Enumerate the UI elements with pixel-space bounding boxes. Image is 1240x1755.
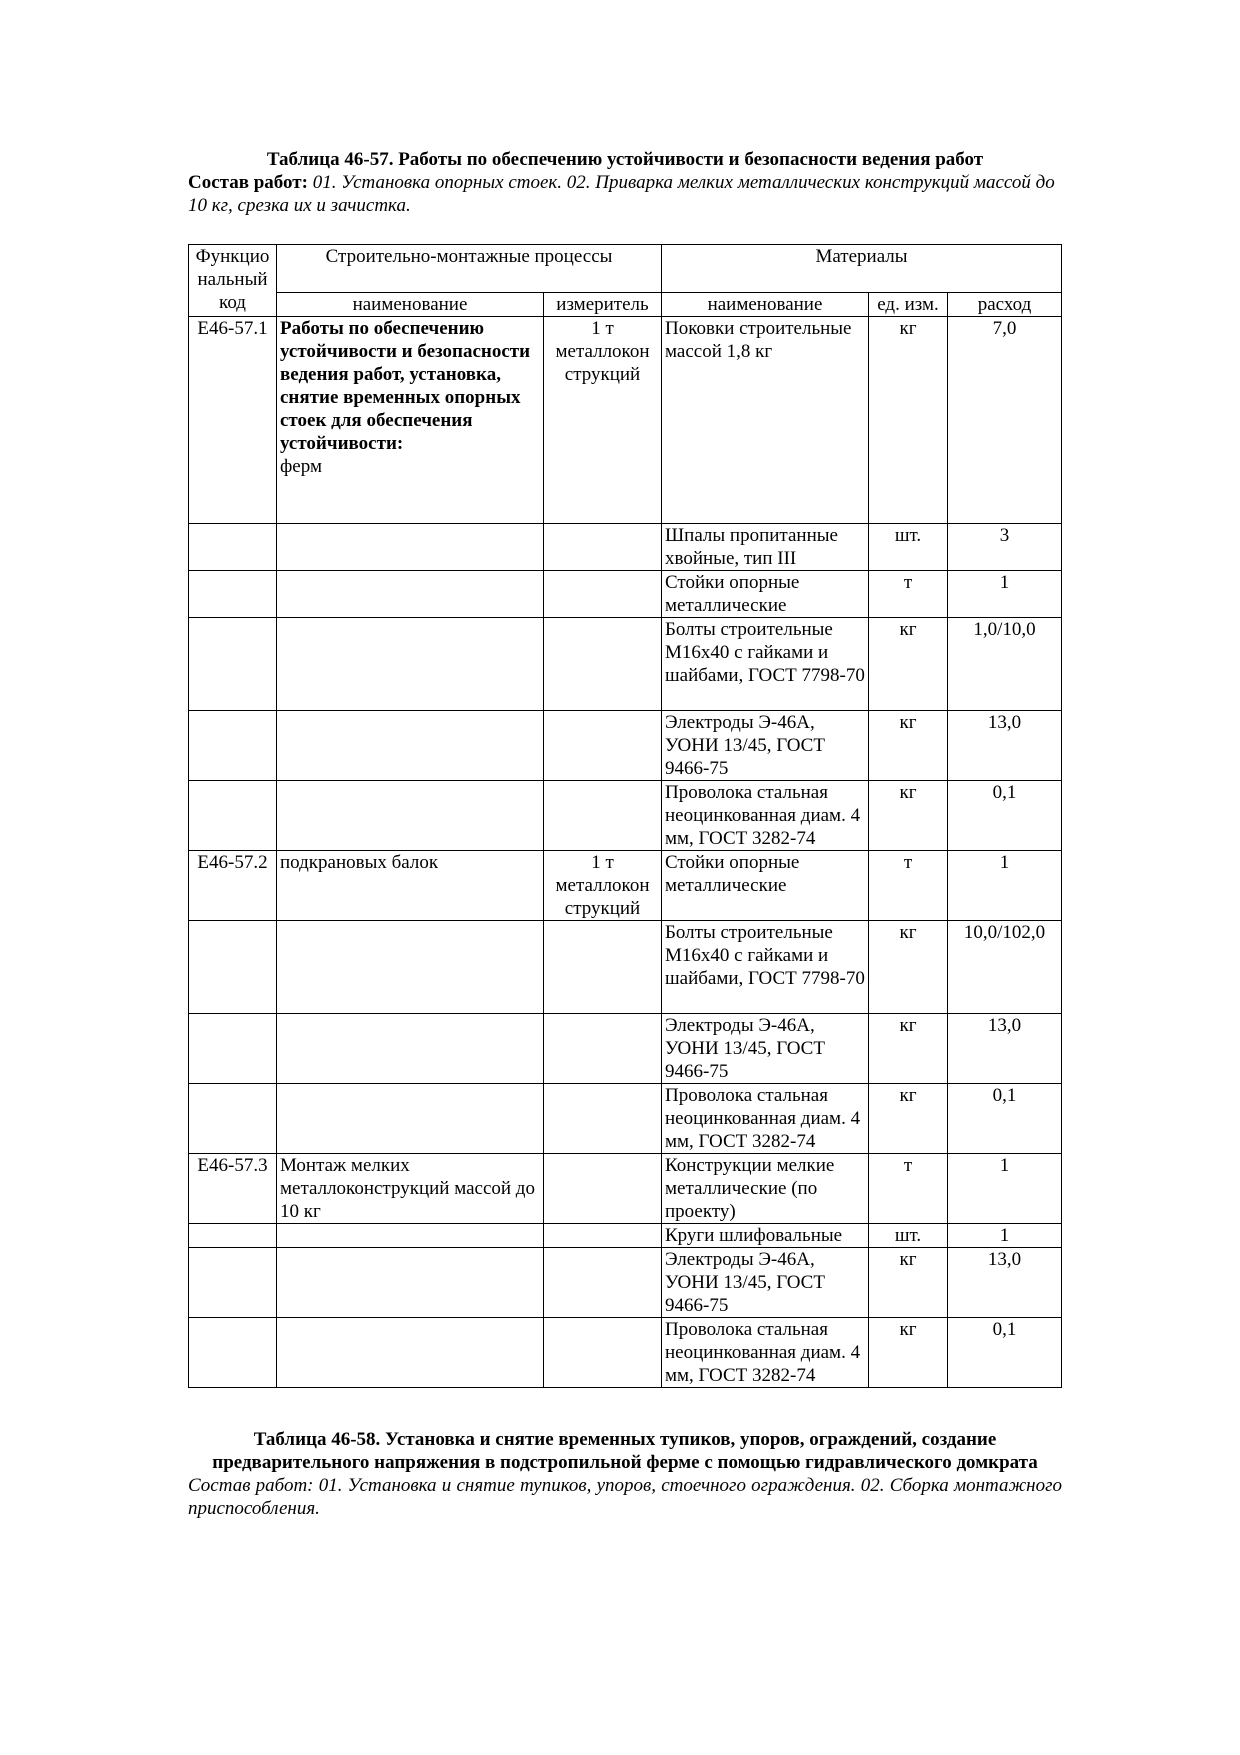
material-name: Шпалы пропитанные хвойные, тип III <box>662 524 869 571</box>
func-code <box>189 1084 277 1154</box>
header-mat-unit: ед. изм. <box>869 293 948 317</box>
table-row <box>189 921 1062 1014</box>
func-code <box>189 571 277 618</box>
table2-composition: Состав работ: 01. Установка и снятие тупиков, упоров, стоечного ограждения. 02. Сборка монтажного приспособления. <box>188 1475 1062 1519</box>
func-code <box>189 524 277 571</box>
func-code <box>189 1318 277 1388</box>
process-meter <box>544 1014 662 1084</box>
process-name-text: подкрановых балок <box>280 852 439 873</box>
process-meter <box>544 711 662 781</box>
material-name: Круги шлифовальные <box>662 1224 869 1248</box>
material-unit: т <box>869 851 948 921</box>
material-unit: кг <box>869 711 948 781</box>
material-name: Стойки опорные металлические <box>662 571 869 618</box>
composition-label: Состав работ: <box>188 172 308 193</box>
process-name <box>277 571 544 618</box>
material-unit: кг <box>869 618 948 711</box>
process-meter <box>544 1154 662 1224</box>
material-name: Электроды Э-46А, УОНИ 13/45, ГОСТ 9466-75 <box>662 1014 869 1084</box>
func-code <box>189 1248 277 1318</box>
process-name-bold: Работы по обеспечению устойчивости и безопасности ведения работ, установка, снятие временных опорных стоек для обеспечения устойчивости: <box>280 318 531 454</box>
table-row <box>189 618 1062 711</box>
table1-composition <box>188 171 1062 217</box>
header-processes: Строительно-монтажные процессы <box>277 245 662 293</box>
header-materials: Материалы <box>662 245 1062 293</box>
material-unit: т <box>869 1154 948 1224</box>
process-meter <box>544 1084 662 1154</box>
process-name <box>277 1084 544 1154</box>
material-amount: 1,0/10,0 <box>948 618 1062 711</box>
table-row <box>189 1084 1062 1154</box>
process-name-text: Монтаж мелких металлоконструкций массой до 10 кг <box>280 1155 535 1222</box>
material-unit: шт. <box>869 524 948 571</box>
material-unit: кг <box>869 921 948 1014</box>
material-amount: 1 <box>948 571 1062 618</box>
material-amount: 0,1 <box>948 1318 1062 1388</box>
process-name <box>277 1318 544 1388</box>
process-meter: 1 т металлокон струкций <box>544 317 662 524</box>
material-unit: кг <box>869 1248 948 1318</box>
material-amount: 13,0 <box>948 1248 1062 1318</box>
process-meter <box>544 571 662 618</box>
table-row <box>189 851 1062 921</box>
func-code <box>189 921 277 1014</box>
material-unit: кг <box>869 1084 948 1154</box>
material-amount: 3 <box>948 524 1062 571</box>
process-name <box>277 524 544 571</box>
header-func-code: Функцио нальный код <box>189 245 277 317</box>
table-row <box>189 571 1062 618</box>
process-meter <box>544 781 662 851</box>
material-name: Электроды Э-46А, УОНИ 13/45, ГОСТ 9466-75 <box>662 711 869 781</box>
header-mat-amount: расход <box>948 293 1062 317</box>
material-name: Проволока стальная неоцинкованная диам. 4 мм, ГОСТ 3282-74 <box>662 781 869 851</box>
material-amount: 1 <box>948 851 1062 921</box>
process-meter <box>544 618 662 711</box>
material-name: Проволока стальная неоцинкованная диам. 4 мм, ГОСТ 3282-74 <box>662 1318 869 1388</box>
func-code <box>189 781 277 851</box>
process-meter <box>544 1318 662 1388</box>
func-code: Е46-57.2 <box>189 851 277 921</box>
material-amount: 0,1 <box>948 1084 1062 1154</box>
material-amount: 1 <box>948 1224 1062 1248</box>
process-name-text: ферм <box>280 456 322 477</box>
func-code <box>189 618 277 711</box>
process-name <box>277 851 544 921</box>
material-amount: 13,0 <box>948 1014 1062 1084</box>
table-row <box>189 524 1062 571</box>
table-row <box>189 1154 1062 1224</box>
material-amount: 13,0 <box>948 711 1062 781</box>
table1-title: Таблица 46-57. Работы по обеспечению устойчивости и безопасности ведения работ <box>266 149 984 170</box>
func-code <box>189 711 277 781</box>
header-proc-name: наименование <box>277 293 544 317</box>
process-name <box>277 1014 544 1084</box>
material-amount: 10,0/102,0 <box>948 921 1062 1014</box>
material-unit: кг <box>869 781 948 851</box>
material-name: Электроды Э-46А, УОНИ 13/45, ГОСТ 9466-75 <box>662 1248 869 1318</box>
process-name <box>277 781 544 851</box>
material-unit: кг <box>869 1318 948 1388</box>
table-row <box>189 1224 1062 1248</box>
process-name <box>277 1154 544 1224</box>
table1-heading <box>188 148 1062 217</box>
table-row <box>189 711 1062 781</box>
process-name <box>277 1224 544 1248</box>
func-code <box>189 1014 277 1084</box>
func-code: Е46-57.1 <box>189 317 277 524</box>
process-meter <box>544 1248 662 1318</box>
material-amount: 1 <box>948 1154 1062 1224</box>
process-name <box>277 618 544 711</box>
norms-table <box>188 244 1062 1388</box>
process-meter <box>544 1224 662 1248</box>
material-name: Конструкции мелкие металлические (по проекту) <box>662 1154 869 1224</box>
process-name <box>277 317 544 524</box>
process-name <box>277 921 544 1014</box>
material-amount: 0,1 <box>948 781 1062 851</box>
material-unit: шт. <box>869 1224 948 1248</box>
material-unit: кг <box>869 317 948 524</box>
material-unit: т <box>869 571 948 618</box>
table-row <box>189 781 1062 851</box>
table-row <box>189 317 1062 524</box>
material-name: Стойки опорные металлические <box>662 851 869 921</box>
material-unit: кг <box>869 1014 948 1084</box>
table-row <box>189 1248 1062 1318</box>
func-code: Е46-57.3 <box>189 1154 277 1224</box>
func-code <box>189 1224 277 1248</box>
table2-title: Таблица 46-58. Установка и снятие временных тупиков, упоров, ограждений, создание предварительного напряжения в подстропильной ферме с помощью гидравлического домкрата <box>212 1429 1038 1473</box>
process-meter <box>544 524 662 571</box>
table-row <box>189 1318 1062 1388</box>
material-name: Поковки строительные массой 1,8 кг <box>662 317 869 524</box>
material-name: Проволока стальная неоцинкованная диам. 4 мм, ГОСТ 3282-74 <box>662 1084 869 1154</box>
material-name: Болты строительные М16х40 с гайками и шайбами, ГОСТ 7798-70 <box>662 921 869 1014</box>
table-row <box>189 1014 1062 1084</box>
process-meter: 1 т металлокон струкций <box>544 851 662 921</box>
process-meter <box>544 921 662 1014</box>
material-name: Болты строительные М16х40 с гайками и шайбами, ГОСТ 7798-70 <box>662 618 869 711</box>
header-proc-meter: измеритель <box>544 293 662 317</box>
process-name <box>277 1248 544 1318</box>
process-name <box>277 711 544 781</box>
table2-heading <box>188 1428 1062 1520</box>
composition-text: 01. Установка опорных стоек. 02. Приварка мелких металлических конструкций массой до 10 кг, срезка их и зачистка. <box>188 172 1055 216</box>
header-mat-name: наименование <box>662 293 869 317</box>
material-amount: 7,0 <box>948 317 1062 524</box>
